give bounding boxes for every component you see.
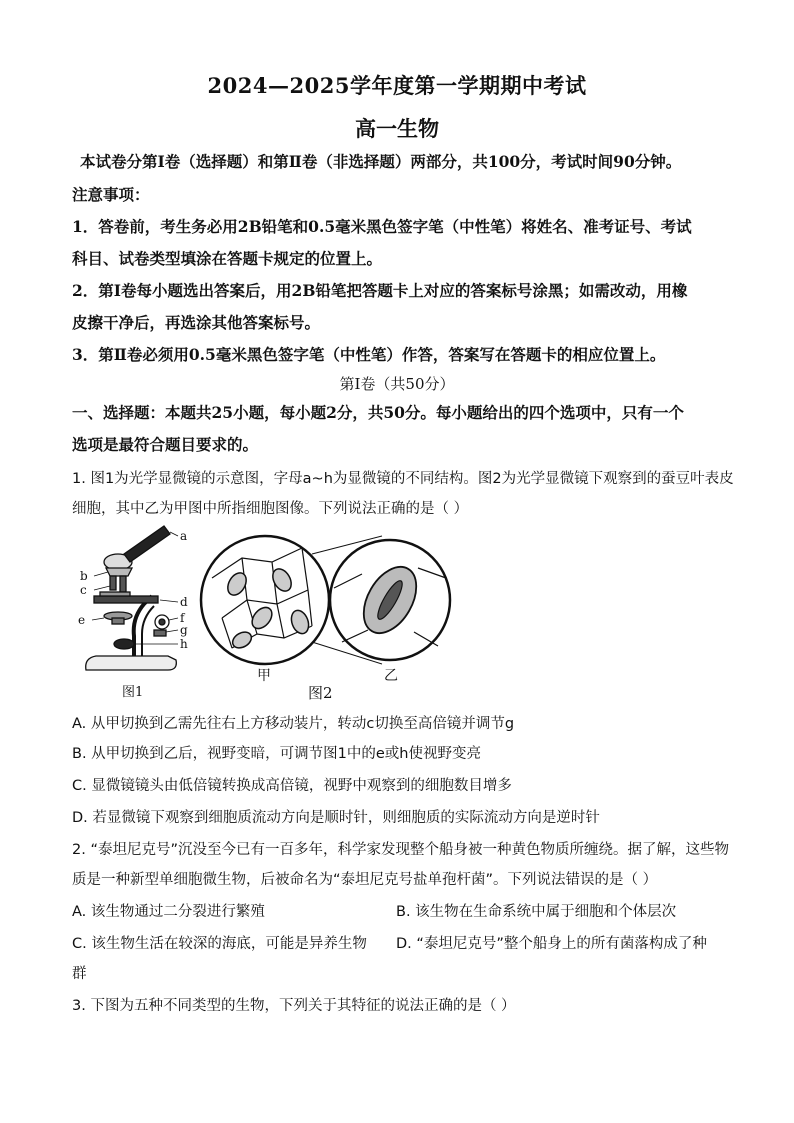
section-title: 第Ⅰ卷（共50分） [339, 375, 455, 393]
exam-intro: 本试卷分第Ⅰ卷（选择题）和第Ⅱ卷（非选择题）两部分，共100分，考试时间90分钟。 [80, 152, 682, 171]
q1-option-a: A. 从甲切换到乙需先往右上方移动装片，转动c切换至高倍镜并调节g [72, 716, 515, 732]
figure-1-caption: 图1 [122, 685, 144, 700]
label-c: c [80, 583, 87, 597]
figure-2-jia-label: 甲 [257, 668, 271, 684]
section-instruction-line-1: 一、选择题：本题共25小题，每小题2分，共50分。每小题给出的四个选项中，只有一个 [72, 403, 684, 422]
label-e: e [78, 613, 86, 627]
q2-stem-line-1: 2. “泰坦尼克号”沉没至今已有一百多年，科学家发现整个船身被一种黄色物质所缠绕。据了解，这些物 [72, 842, 729, 858]
cells-high-magnification [330, 540, 450, 660]
label-h: h [180, 637, 188, 651]
q2-option-d-continued: 群 [72, 966, 87, 982]
q2-option-d: D. “泰坦尼克号”整个船身上的所有菌落构成了种 [396, 936, 707, 952]
section-instruction-line-2: 选项是最符合题目要求的。 [72, 435, 259, 454]
notice-item-2-line-2: 皮擦干净后，再选涂其他答案标号。 [72, 313, 321, 332]
label-b: b [80, 569, 88, 583]
notice-item-3: 3．第Ⅱ卷必须用0.5毫米黑色签字笔（中性笔）作答，答案写在答题卡的相应位置上。 [72, 345, 666, 364]
q1-stem-line-1: 1. 图1为光学显微镜的示意图，字母a~h为显微镜的不同结构。图2为光学显微镜下观察到的蚕豆叶表皮 [72, 471, 734, 487]
q1-figure [72, 518, 452, 708]
cells-low-magnification [201, 536, 382, 664]
q1-option-d: D. 若显微镜下观察到细胞质流动方向是顺时针，则细胞质的实际流动方向是逆时针 [72, 810, 600, 826]
label-a: a [180, 529, 188, 543]
microscope-illustration [86, 526, 178, 670]
notice-item-2-line-1: 2．第Ⅰ卷每小题选出答案后，用2B铅笔把答题卡上对应的答案标号涂黑；如需改动，用橡 [72, 281, 688, 300]
figure-2-yi-label: 乙 [384, 668, 398, 684]
q2-option-b: B. 该生物在生命系统中属于细胞和个体层次 [396, 904, 677, 920]
q1-stem-line-2: 细胞，其中乙为甲图中所指细胞图像。下列说法正确的是（ ） [72, 501, 469, 517]
label-d: d [180, 595, 188, 609]
figure-2-caption: 图2 [308, 684, 333, 702]
q1-option-c: C. 显微镜镜头由低倍镜转换成高倍镜，视野中观察到的细胞数目增多 [72, 778, 512, 794]
notice-heading: 注意事项： [72, 185, 150, 204]
q1-option-b: B. 从甲切换到乙后，视野变暗，可调节图1中的e或h使视野变亮 [72, 746, 481, 762]
notice-item-1-line-1: 1．答卷前，考生务必用2B铅笔和0.5毫米黑色签字笔（中性笔）将姓名、准考证号、考试 [72, 217, 692, 236]
q2-option-c: C. 该生物生活在较深的海底，可能是异养生物 [72, 936, 367, 952]
label-g: g [180, 623, 188, 637]
q3-stem: 3. 下图为五种不同类型的生物，下列关于其特征的说法正确的是（ ） [72, 998, 516, 1014]
q2-option-a: A. 该生物通过二分裂进行繁殖 [72, 904, 265, 920]
exam-subject: 高一生物 [355, 116, 439, 141]
label-f: f [180, 611, 185, 625]
notice-item-1-line-2: 科目、试卷类型填涂在答题卡规定的位置上。 [72, 249, 383, 268]
q2-stem-line-2: 质是一种新型单细胞微生物，后被命名为“泰坦尼克号盐单孢杆菌”。下列说法错误的是（ ） [72, 872, 658, 888]
exam-title: 2024—2025学年度第一学期期中考试 [207, 73, 587, 98]
